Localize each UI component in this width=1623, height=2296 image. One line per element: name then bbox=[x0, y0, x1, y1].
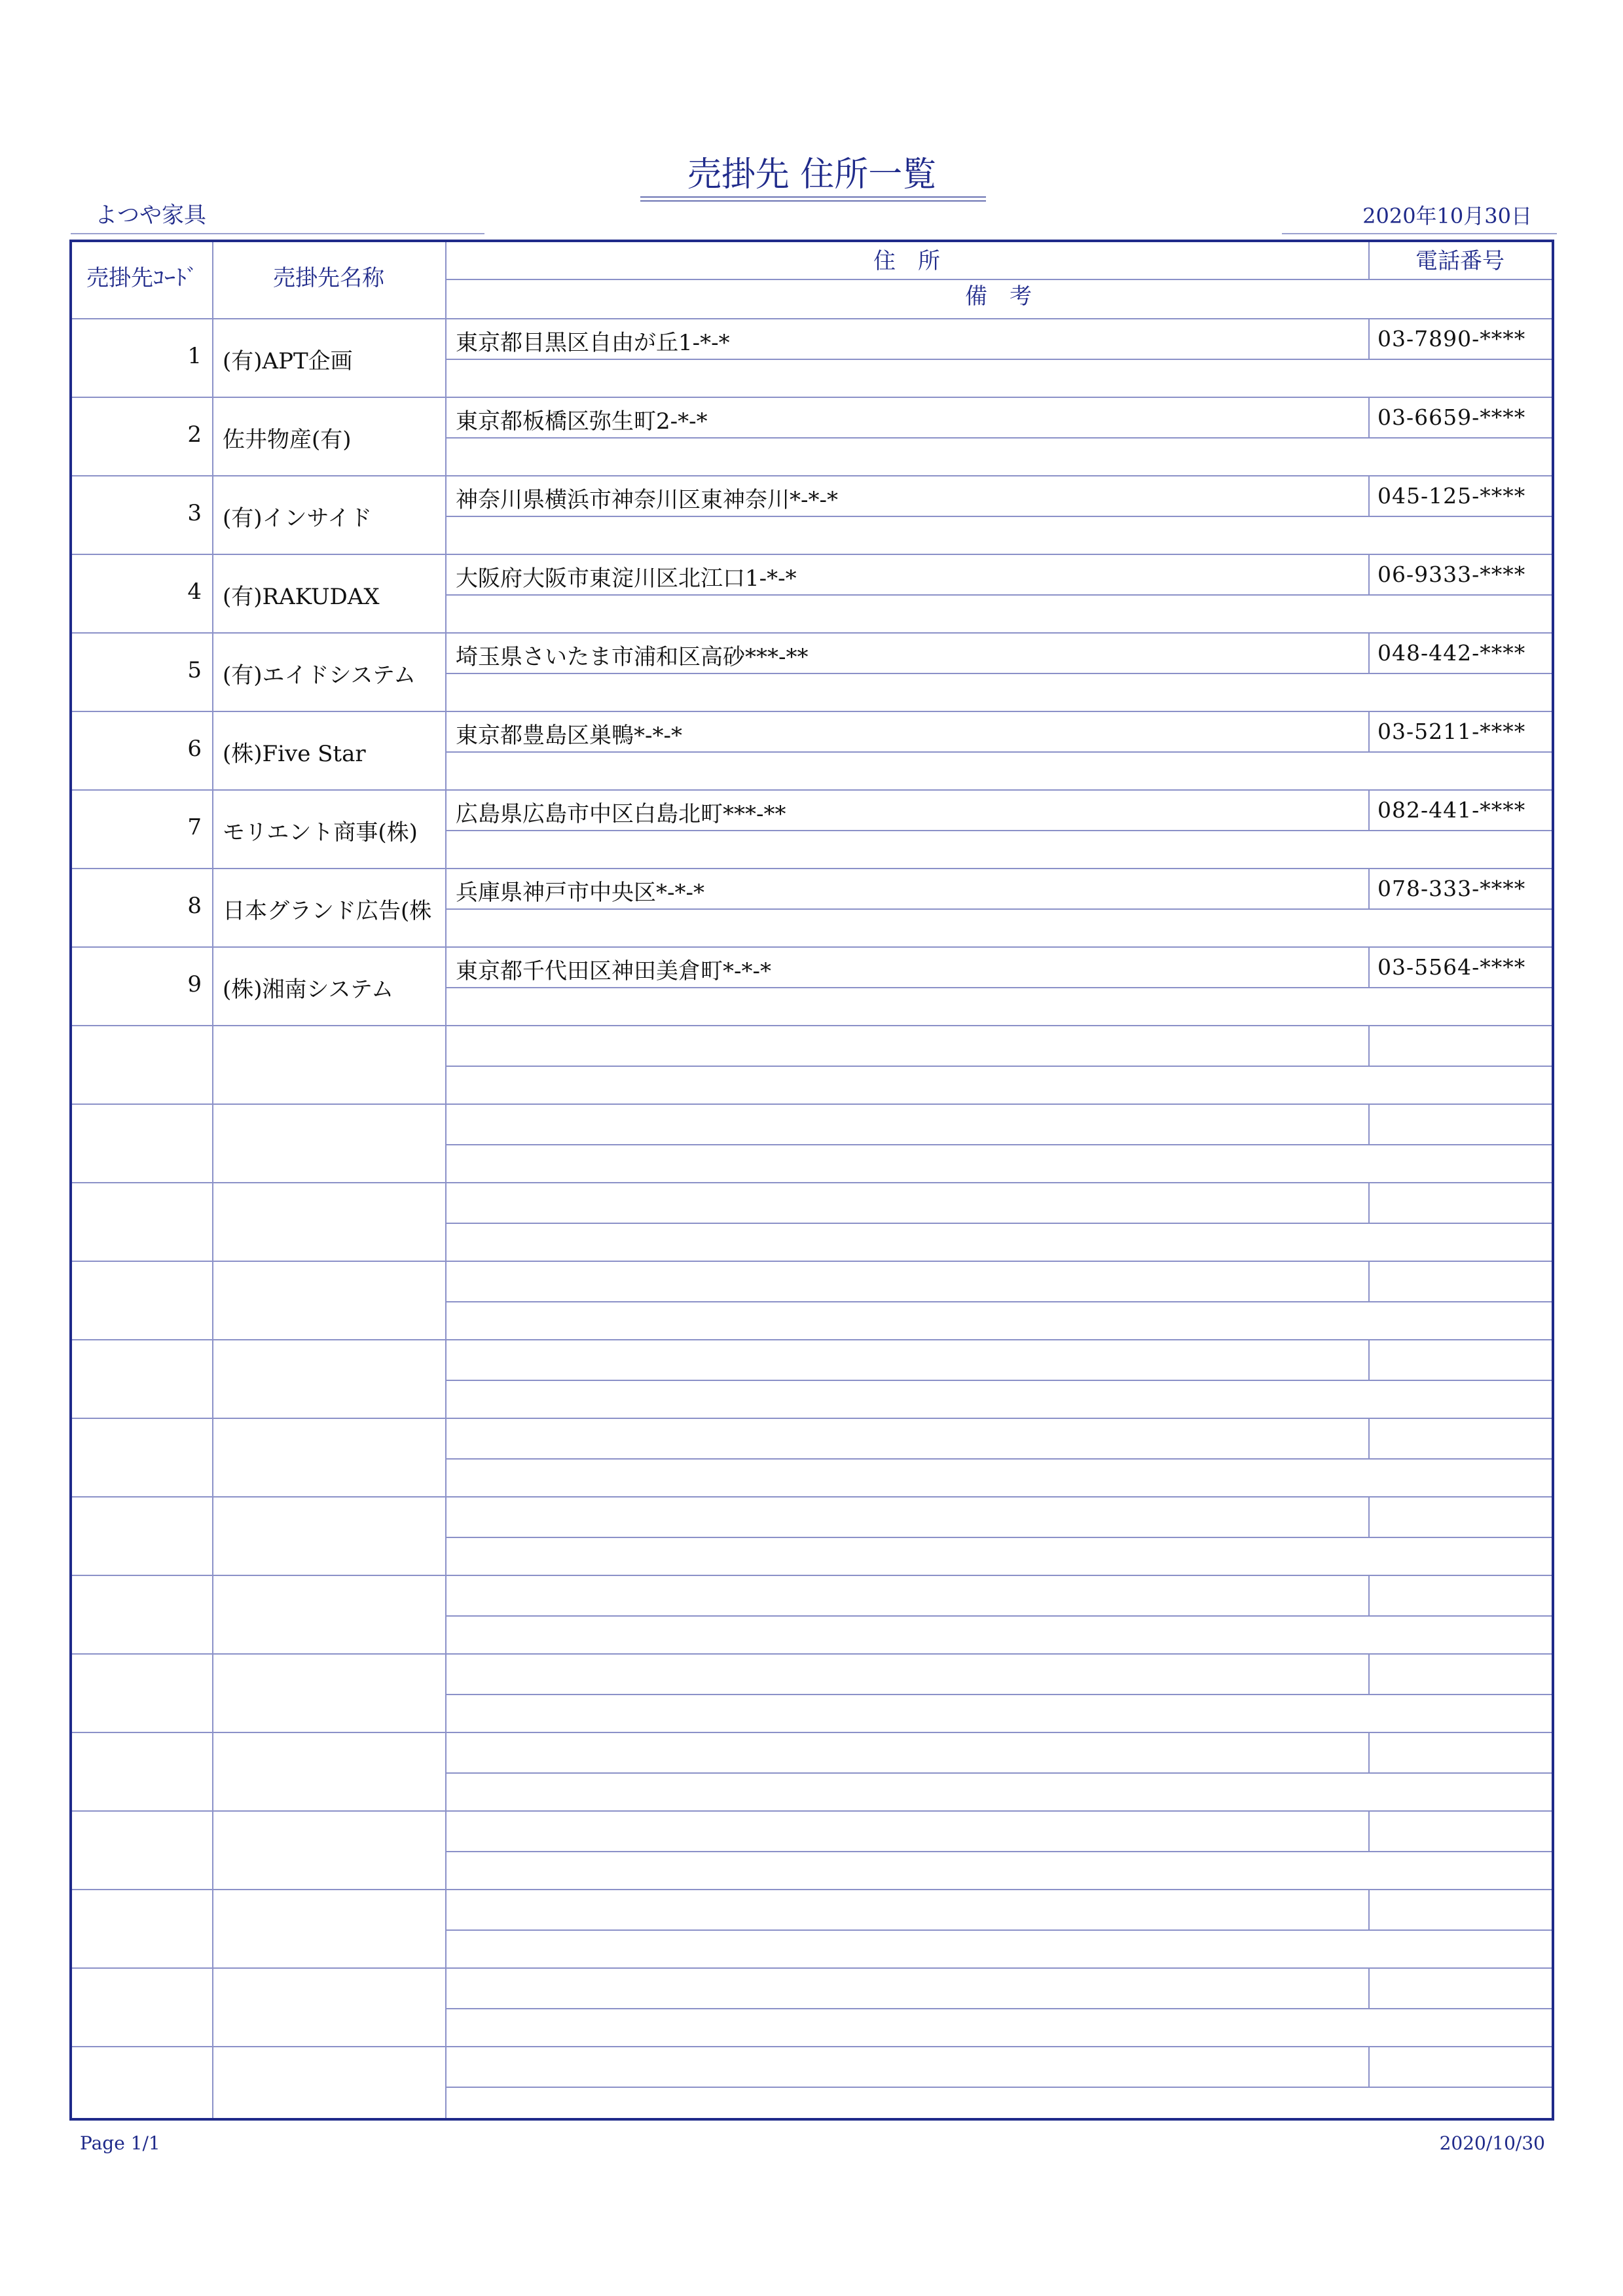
row-subdivider bbox=[445, 1066, 1552, 1067]
phone-divider bbox=[1368, 1261, 1370, 1301]
row-code: 6 bbox=[187, 736, 202, 762]
row-address: 大阪府大阪市東淀川区北江口1-*-* bbox=[456, 565, 797, 592]
footer-date: 2020/10/30 bbox=[1439, 2132, 1545, 2154]
row-code: 1 bbox=[187, 343, 202, 369]
row-code: 7 bbox=[187, 814, 202, 840]
row-subdivider bbox=[445, 1380, 1552, 1381]
row-divider bbox=[72, 1653, 1552, 1655]
report-title: 売掛先 住所一覧 bbox=[687, 155, 937, 194]
row-subdivider bbox=[445, 673, 1552, 674]
row-subdivider bbox=[445, 1144, 1552, 1145]
column-header-address: 住 所 bbox=[873, 248, 940, 274]
date-underline bbox=[1282, 233, 1557, 234]
phone-divider bbox=[1368, 1653, 1370, 1694]
row-divider bbox=[72, 946, 1552, 948]
row-subdivider bbox=[445, 2087, 1552, 2088]
row-phone: 082-441-**** bbox=[1377, 797, 1526, 823]
phone-divider bbox=[1368, 1103, 1370, 1144]
row-subdivider bbox=[445, 1851, 1552, 1852]
phone-divider bbox=[1368, 554, 1370, 594]
row-address: 東京都千代田区神田美倉町*-*-* bbox=[456, 958, 771, 984]
row-subdivider bbox=[445, 1772, 1552, 1774]
row-divider bbox=[72, 2046, 1552, 2047]
column-header-remarks: 備 考 bbox=[965, 283, 1032, 310]
phone-divider bbox=[1368, 1182, 1370, 1223]
row-divider bbox=[72, 1967, 1552, 1969]
phone-divider bbox=[1368, 946, 1370, 987]
customer-address-table bbox=[69, 240, 1554, 2121]
phone-divider bbox=[1368, 1810, 1370, 1851]
company-name: よつや家具 bbox=[95, 202, 206, 228]
row-name: (有)APT企画 bbox=[223, 348, 353, 374]
row-subdivider bbox=[445, 751, 1552, 753]
row-name: 日本グランド広告(株 bbox=[223, 898, 432, 924]
row-name: 佐井物産(有) bbox=[223, 427, 352, 453]
row-divider bbox=[72, 1339, 1552, 1340]
row-divider bbox=[72, 1261, 1552, 1262]
row-phone: 03-6659-**** bbox=[1377, 404, 1526, 430]
row-code: 3 bbox=[187, 500, 202, 526]
phone-divider bbox=[1368, 711, 1370, 751]
row-subdivider bbox=[445, 830, 1552, 831]
phone-divider bbox=[1368, 1418, 1370, 1458]
row-name: モリエント商事(株) bbox=[223, 819, 418, 846]
row-code: 2 bbox=[187, 422, 202, 448]
phone-divider bbox=[1368, 397, 1370, 437]
row-subdivider bbox=[445, 1694, 1552, 1695]
row-phone: 03-5564-**** bbox=[1377, 954, 1526, 980]
row-divider bbox=[72, 475, 1552, 476]
report-date: 2020年10月30日 bbox=[1362, 204, 1532, 228]
row-address: 東京都板橋区弥生町2-*-* bbox=[456, 408, 708, 435]
row-divider bbox=[72, 397, 1552, 398]
phone-divider bbox=[1368, 2046, 1370, 2087]
phone-divider bbox=[1368, 1339, 1370, 1380]
phone-divider bbox=[1368, 318, 1370, 359]
row-address: 兵庫県神戸市中央区*-*-* bbox=[456, 880, 704, 906]
row-divider bbox=[72, 1418, 1552, 1419]
row-subdivider bbox=[445, 359, 1552, 360]
row-subdivider bbox=[445, 987, 1552, 988]
row-phone: 06-9333-**** bbox=[1377, 562, 1526, 587]
phone-divider bbox=[1368, 1575, 1370, 1615]
row-address: 埼玉県さいたま市浦和区高砂***-** bbox=[456, 644, 809, 670]
row-subdivider bbox=[445, 1301, 1552, 1302]
row-divider bbox=[72, 632, 1552, 634]
row-code: 4 bbox=[187, 579, 202, 605]
title-underline-double bbox=[640, 200, 986, 202]
row-name: (有)インサイド bbox=[223, 505, 373, 531]
phone-divider bbox=[1368, 1025, 1370, 1066]
page-number: Page 1/1 bbox=[80, 2132, 160, 2154]
row-phone: 03-5211-**** bbox=[1377, 719, 1526, 744]
row-subdivider bbox=[445, 1537, 1552, 1538]
phone-divider bbox=[1368, 475, 1370, 516]
row-address: 東京都目黒区自由が丘1-*-* bbox=[456, 330, 730, 356]
phone-divider bbox=[1368, 632, 1370, 673]
row-divider bbox=[72, 1575, 1552, 1576]
header-divider bbox=[445, 279, 1552, 280]
row-address: 広島県広島市中区白島北町***-** bbox=[456, 801, 786, 827]
row-divider bbox=[72, 1103, 1552, 1105]
row-divider bbox=[72, 1889, 1552, 1890]
phone-divider bbox=[1368, 1967, 1370, 2008]
row-code: 9 bbox=[187, 971, 202, 997]
phone-divider bbox=[1368, 789, 1370, 830]
row-phone: 048-442-**** bbox=[1377, 640, 1526, 666]
row-divider bbox=[72, 1182, 1552, 1183]
row-subdivider bbox=[445, 594, 1552, 596]
row-phone: 03-7890-**** bbox=[1377, 326, 1526, 351]
row-code: 8 bbox=[187, 893, 202, 919]
row-name: (株)Five Star bbox=[223, 741, 366, 767]
phone-divider bbox=[1368, 868, 1370, 908]
row-divider bbox=[72, 711, 1552, 712]
row-address: 東京都豊島区巣鴨*-*-* bbox=[456, 723, 682, 749]
row-code: 5 bbox=[187, 657, 202, 683]
header-bottom-line bbox=[72, 318, 1552, 319]
row-subdivider bbox=[445, 1615, 1552, 1617]
row-name: (有)RAKUDAX bbox=[223, 584, 380, 610]
row-subdivider bbox=[445, 437, 1552, 439]
column-divider bbox=[1368, 242, 1370, 279]
title-underline bbox=[640, 196, 986, 198]
row-divider bbox=[72, 1025, 1552, 1026]
row-divider bbox=[72, 868, 1552, 869]
row-subdivider bbox=[445, 2008, 1552, 2009]
phone-divider bbox=[1368, 1889, 1370, 1929]
row-address: 神奈川県横浜市神奈川区東神奈川*-*-* bbox=[456, 487, 838, 513]
row-divider bbox=[72, 554, 1552, 555]
row-subdivider bbox=[445, 1223, 1552, 1224]
row-divider bbox=[72, 1810, 1552, 1812]
column-header-code: 売掛先ｺｰﾄﾞ bbox=[86, 265, 198, 291]
phone-divider bbox=[1368, 1732, 1370, 1772]
phone-divider bbox=[1368, 1496, 1370, 1537]
row-name: (有)エイドシステム bbox=[223, 662, 416, 689]
row-divider bbox=[72, 1732, 1552, 1733]
row-phone: 045-125-**** bbox=[1377, 483, 1526, 509]
company-underline bbox=[71, 233, 484, 234]
column-divider bbox=[445, 242, 447, 2118]
column-header-phone: 電話番号 bbox=[1415, 248, 1504, 274]
column-header-name: 売掛先名称 bbox=[273, 265, 384, 291]
row-name: (株)湘南システム bbox=[223, 977, 394, 1003]
row-subdivider bbox=[445, 516, 1552, 517]
row-subdivider bbox=[445, 908, 1552, 910]
row-phone: 078-333-**** bbox=[1377, 876, 1526, 901]
column-divider bbox=[212, 242, 213, 2118]
row-subdivider bbox=[445, 1929, 1552, 1931]
row-subdivider bbox=[445, 1458, 1552, 1460]
row-divider bbox=[72, 1496, 1552, 1498]
row-divider bbox=[72, 789, 1552, 791]
